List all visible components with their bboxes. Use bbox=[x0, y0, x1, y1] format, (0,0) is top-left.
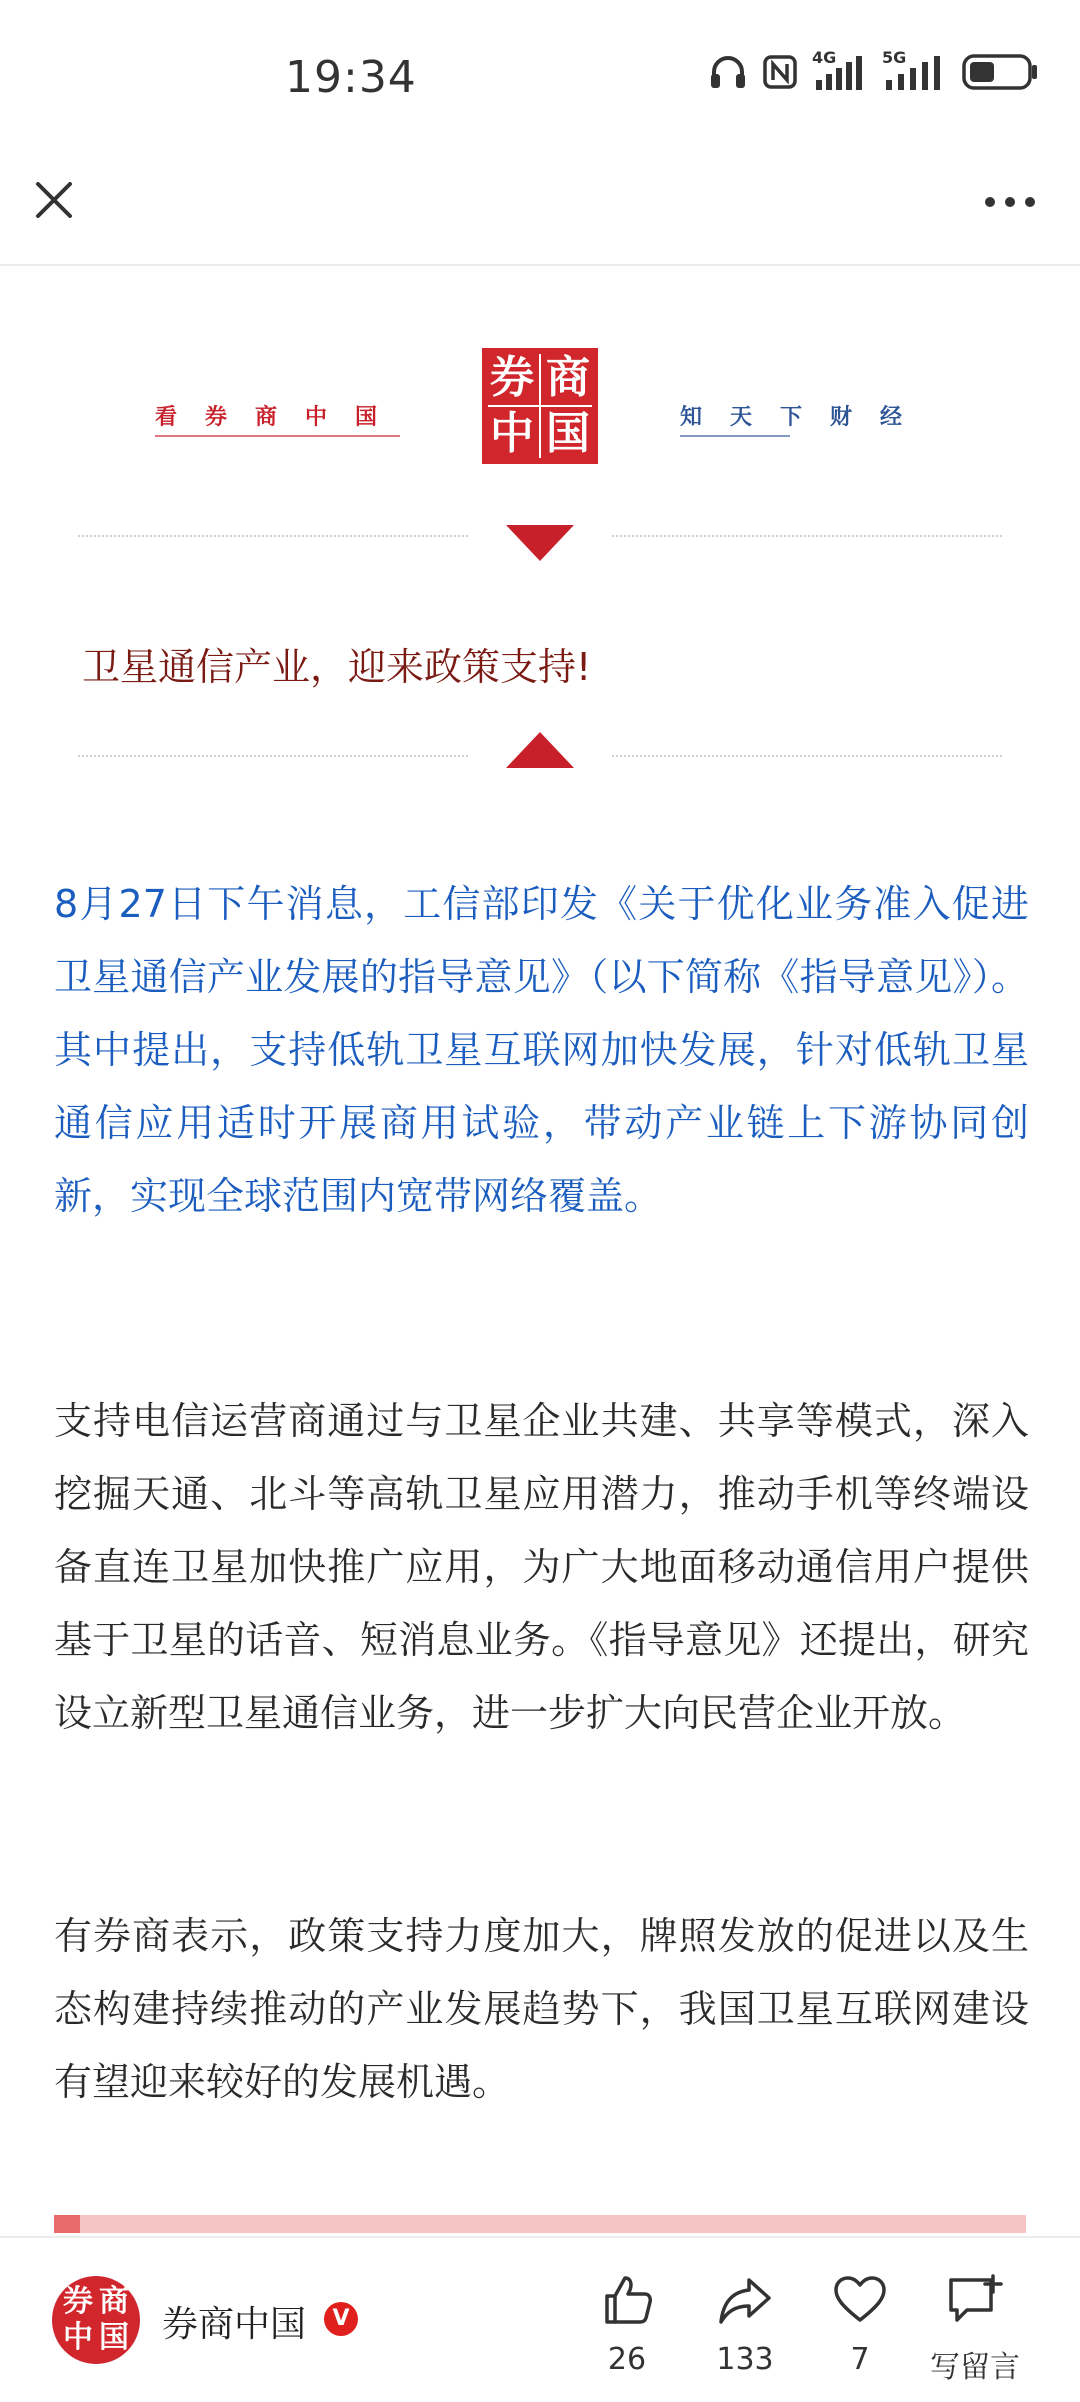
heart-icon bbox=[832, 2272, 888, 2328]
triangle-up-icon bbox=[506, 732, 574, 768]
battery-icon bbox=[962, 52, 1040, 92]
verified-badge: V bbox=[324, 2302, 358, 2336]
signal-4g bbox=[812, 48, 868, 92]
share-button[interactable] bbox=[690, 2272, 800, 2377]
brand-logo bbox=[482, 348, 598, 464]
logo-char: 券 bbox=[63, 2284, 93, 2319]
divider bbox=[155, 435, 400, 437]
logo-char: 商 bbox=[546, 352, 590, 403]
headphones-icon bbox=[708, 54, 748, 90]
logo-char: 国 bbox=[99, 2320, 129, 2355]
section-bar bbox=[54, 2215, 1026, 2233]
dotted-divider bbox=[78, 755, 468, 757]
article-paragraph: 8月27日下午消息，工信部印发《关于优化业务准入促进卫星通信产业发展的指导意见》（以下简称《指导意见》）。其中提出，支持低轨卫星互联网加快发展，针对低轨卫星通信应用适时开展商用试验，带动产业链上下游协同创新，实现全球范围内宽带网络覆盖。 bbox=[54, 882, 1029, 1218]
dotted-divider bbox=[612, 755, 1002, 757]
logo-char: 券 bbox=[490, 352, 534, 403]
favorite-count: 7 bbox=[850, 2342, 870, 2377]
account-name[interactable]: 券商中国 bbox=[162, 2304, 307, 2345]
comment-icon bbox=[947, 2272, 1003, 2328]
net-type-label: 5G bbox=[882, 48, 907, 67]
logo-char: 中 bbox=[63, 2320, 93, 2355]
article-banner bbox=[0, 340, 1080, 480]
divider bbox=[680, 435, 790, 437]
share-count: 133 bbox=[716, 2342, 774, 2377]
bottom-action-bar bbox=[0, 2236, 1080, 2402]
share-icon bbox=[717, 2272, 773, 2328]
article-paragraph: 支持电信运营商通过与卫星企业共建、共享等模式，深入挖掘天通、北斗等高轨卫星应用潜力，推动手机等终端设备直连卫星加快推广应用，为广大地面移动通信用户提供基于卫星的话音、短消息业务。《指导意见》还提出，研究设立新型卫星通信业务，进一步扩大向民营企业开放。 bbox=[54, 1399, 1029, 1735]
signal-5g bbox=[882, 48, 948, 92]
signal-icon bbox=[812, 52, 868, 92]
article-paragraph: 有券商表示，政策支持力度加大，牌照发放的促进以及生态构建持续推动的产业发展趋势下，我国卫星互联网建设有望迎来较好的发展机遇。 bbox=[54, 1914, 1029, 2104]
like-button[interactable] bbox=[572, 2272, 682, 2377]
status-time: 19:34 bbox=[285, 52, 417, 103]
close-icon[interactable] bbox=[28, 174, 80, 226]
logo-char: 中 bbox=[490, 408, 534, 459]
like-count: 26 bbox=[607, 2342, 647, 2377]
comment-button[interactable] bbox=[920, 2272, 1030, 2386]
logo-char: 国 bbox=[546, 408, 590, 459]
avatar[interactable] bbox=[52, 2276, 140, 2364]
comment-label: 写留言 bbox=[930, 2350, 1020, 2385]
logo-char: 商 bbox=[99, 2284, 129, 2319]
dotted-divider bbox=[612, 535, 1002, 537]
nav-bar bbox=[0, 160, 1080, 266]
article-headline: 卫星通信产业，迎来政策支持! bbox=[82, 645, 592, 689]
more-icon[interactable] bbox=[980, 182, 1040, 222]
status-icons bbox=[708, 48, 1040, 92]
thumb-up-icon bbox=[599, 2272, 655, 2328]
logo-divider bbox=[488, 405, 592, 407]
nfc-icon bbox=[762, 54, 798, 90]
status-bar bbox=[0, 0, 1080, 160]
net-type-label: 4G bbox=[812, 48, 837, 67]
section-bar-accent bbox=[54, 2215, 80, 2233]
banner-slogan-left: 看券商中国 bbox=[155, 405, 406, 430]
triangle-down-icon bbox=[506, 525, 574, 561]
banner-slogan-right: 知天下财经 bbox=[680, 405, 931, 430]
dotted-divider bbox=[78, 535, 468, 537]
favorite-button[interactable] bbox=[805, 2272, 915, 2377]
signal-icon bbox=[882, 52, 948, 92]
